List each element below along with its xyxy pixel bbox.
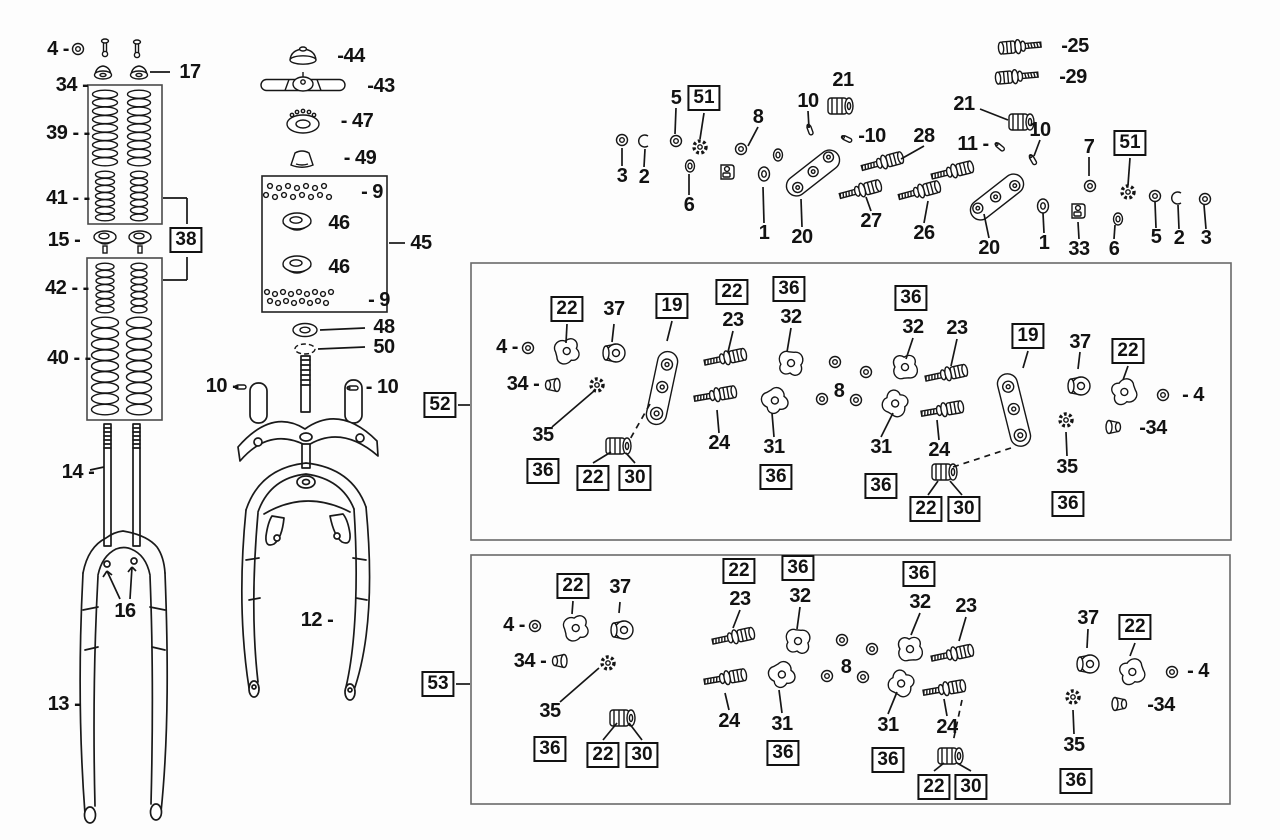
part-glyph-knob (131, 66, 148, 79)
part-glyph-nut (1085, 181, 1096, 192)
part-glyph-washer (1114, 213, 1123, 225)
part-glyph-bolt (711, 626, 756, 649)
part-label-10: 10 - (205, 375, 239, 397)
part-label-33: 33 (1068, 238, 1090, 260)
leader-line (1078, 222, 1079, 239)
boxed-part-label-36: 36 (871, 747, 904, 773)
part-label-4: 4 - (503, 614, 525, 636)
part-label-32: 32 (780, 306, 802, 328)
leader-line (560, 668, 599, 702)
part-label-43: -43 (367, 75, 395, 97)
part-label-11: 11 - (957, 133, 989, 155)
part-glyph-barrel (828, 98, 853, 114)
part-label-31: 31 (877, 714, 899, 736)
leader-line (950, 481, 962, 495)
leader-line (911, 613, 920, 635)
part-label-3: 3 (1200, 227, 1212, 249)
part-label-23: 23 (722, 309, 744, 331)
part-label-45: 45 (410, 232, 432, 254)
part-label-25: -25 (1061, 35, 1089, 57)
part-glyph-nut (851, 395, 862, 406)
part-label-6: 6 (1108, 238, 1120, 260)
part-label-24: 24 (936, 716, 958, 738)
leader-line (318, 347, 365, 349)
leader-line (728, 331, 733, 352)
part-label-15: 15 - (47, 229, 81, 251)
boxed-part-label-36: 36 (526, 458, 559, 484)
part-label-3: 3 (616, 165, 628, 187)
boxed-part-label-36: 36 (772, 276, 805, 302)
part-label-4: 4 - (47, 38, 69, 60)
part-glyph-link19 (645, 350, 680, 427)
part-label-31: 31 (870, 436, 892, 458)
part-label-5: 5 (1150, 226, 1162, 248)
part-label-37: 37 (603, 298, 625, 320)
part-glyph-washerf (759, 167, 770, 181)
part-glyph-nut (822, 671, 833, 682)
part-glyph-link20 (782, 146, 843, 200)
part-glyphs-layer (73, 35, 1211, 764)
leader-line (901, 146, 924, 159)
leader-line (612, 324, 614, 342)
part-label-26: 26 (913, 222, 935, 244)
leader-line (928, 481, 938, 495)
boxed-part-label-19: 19 (655, 293, 688, 319)
leader-line (957, 763, 971, 771)
leader-line (103, 571, 107, 577)
part-label-28: 28 (913, 125, 935, 147)
leader-line-dashed (953, 448, 1011, 467)
part-glyph-balls (268, 299, 329, 306)
part-label-46: 46 (328, 256, 350, 278)
part-label-4: 4 - (496, 336, 518, 358)
part-label-34: -34 (1147, 694, 1175, 716)
part-label-50: 50 (373, 336, 395, 358)
part-glyph-washer (774, 149, 783, 161)
part-label-4: - 4 (1182, 384, 1204, 406)
boxed-part-label-52: 52 (423, 392, 456, 418)
part-glyph-barrel (1009, 114, 1034, 130)
leader-line (924, 201, 928, 223)
leader-line (1128, 158, 1130, 185)
part-glyph-link19 (995, 372, 1032, 449)
part-label-2: 2 (638, 166, 650, 188)
part-glyph-pin (806, 124, 813, 136)
part-glyph-nut (530, 621, 541, 632)
part-label-29: -29 (1059, 66, 1087, 88)
boxed-part-label-36: 36 (533, 736, 566, 762)
part-label-1: 1 (758, 222, 770, 244)
part-glyph-star (591, 379, 603, 391)
part-glyph-plate (897, 636, 923, 661)
boxed-part-label-36: 36 (766, 740, 799, 766)
part-glyph-nut (858, 672, 869, 683)
part-glyph-cone49 (291, 151, 313, 167)
part-glyph-spring (131, 171, 148, 221)
leader-line (572, 601, 573, 614)
leader-line (90, 467, 104, 470)
leader-line (1114, 225, 1115, 239)
leader-line (320, 328, 365, 330)
boxed-part-label-30: 30 (947, 496, 980, 522)
part-label-32: 32 (789, 585, 811, 607)
part-label-24: 24 (718, 710, 740, 732)
boxed-part-label-30: 30 (618, 465, 651, 491)
part-glyph-bigcone (283, 256, 311, 273)
part-glyph-balls (265, 290, 334, 297)
leader-line (866, 197, 871, 211)
leader-line (763, 187, 764, 223)
part-label-39: 39 - - (46, 122, 90, 144)
part-label-4: - 4 (1187, 660, 1209, 682)
part-glyph-nut (830, 357, 841, 368)
part-label-31: 31 (763, 436, 785, 458)
leader-line (130, 567, 132, 599)
part-glyph-circlip (1172, 192, 1181, 204)
part-glyph-plate (885, 667, 917, 699)
part-label-20: 20 (791, 226, 813, 248)
leader-line (733, 610, 740, 628)
boxed-part-label-30: 30 (625, 742, 658, 768)
part-label-49: - 49 (343, 147, 377, 169)
part-glyph-bolt (897, 179, 942, 204)
leader-line (1023, 351, 1028, 368)
part-glyph-spring (96, 263, 114, 313)
part-glyph-cone (546, 379, 561, 392)
boxed-part-label-22: 22 (722, 558, 755, 584)
boxed-part-label-22: 22 (550, 296, 583, 322)
part-label-10: - 10 (365, 376, 399, 398)
part-label-8: 8 (833, 380, 845, 402)
part-glyph-bolt (930, 643, 975, 666)
boxed-part-label-36: 36 (781, 555, 814, 581)
part-label-47: - 47 (340, 110, 374, 132)
part-label-8: 8 (752, 106, 764, 128)
part-glyph-nut (617, 135, 628, 146)
part-glyph-bolt (922, 678, 966, 699)
part-label-31: 31 (771, 713, 793, 735)
part-label-35: 35 (532, 424, 554, 446)
part-glyph-cap (290, 47, 316, 64)
part-label-24: 24 (928, 439, 950, 461)
part-glyph-star (694, 141, 706, 153)
part-glyph-nut (523, 343, 534, 354)
leader-line (1204, 205, 1206, 229)
part-label-17: 17 (179, 61, 201, 83)
part-glyph-bar (261, 72, 345, 91)
leader-line (675, 108, 676, 134)
leader-line (1087, 629, 1088, 648)
part-label-37: 37 (1077, 607, 1099, 629)
right-fork-illustration (238, 356, 378, 700)
part-glyph-nut (671, 136, 682, 147)
part-label-32: 32 (909, 591, 931, 613)
part-glyph-plate (778, 351, 804, 376)
leader-line (700, 113, 704, 139)
part-label-9: - 9 (368, 289, 390, 311)
leader-line (1130, 643, 1135, 656)
boxed-part-label-36: 36 (759, 464, 792, 490)
part-glyph-bolt (995, 68, 1039, 86)
part-label-7: 7 (1083, 136, 1095, 158)
part-glyph-star (602, 657, 614, 669)
leader-line (629, 723, 642, 740)
part-glyph-plate (892, 354, 918, 379)
part-label-10: 10 (1029, 119, 1051, 141)
part-label-41: 41 - - (46, 187, 90, 209)
part-glyph-spring (127, 317, 152, 415)
part-glyph-plate (553, 337, 581, 366)
leader-line (808, 111, 809, 128)
boxed-part-label-22: 22 (1111, 338, 1144, 364)
part-glyph-nut (1167, 667, 1178, 678)
boxed-part-label-22: 22 (917, 774, 950, 800)
part-glyph-link20 (966, 170, 1027, 224)
part-glyph-bolt (920, 399, 964, 420)
part-label-34: 34 - (55, 74, 89, 96)
boxed-part-label-30: 30 (954, 774, 987, 800)
leader-line (107, 571, 120, 599)
part-glyph-plate (562, 614, 590, 643)
part-label-14: 14 - (61, 461, 95, 483)
part-label-2: 2 (1173, 227, 1185, 249)
part-glyph-nut (736, 144, 747, 155)
part-glyph-bigcone (283, 213, 311, 230)
part-glyph-spring (93, 90, 118, 166)
part-label-6: 6 (683, 194, 695, 216)
leader-line (779, 690, 782, 713)
leader-line (1073, 710, 1074, 734)
part-glyph-star (1060, 414, 1072, 426)
part-glyph-bushing (611, 621, 633, 639)
part-label-12: 12 - (300, 609, 334, 631)
part-glyph-plate (1109, 377, 1139, 407)
part-label-9: - 9 (361, 181, 383, 203)
boxed-part-label-22: 22 (576, 465, 609, 491)
part-glyph-spring (96, 171, 115, 221)
part-label-23: 23 (946, 317, 968, 339)
leader-line (593, 452, 611, 463)
part-label-10: 10 (797, 90, 819, 112)
leader-line (644, 149, 645, 167)
leader-line (1178, 205, 1179, 229)
leader-line (619, 602, 620, 613)
leader-line (717, 410, 719, 433)
part-label-27: 27 (860, 210, 882, 232)
boxed-part-label-51: 51 (1113, 130, 1146, 156)
boxed-part-label-38: 38 (169, 227, 202, 253)
part-glyph-vpin (134, 40, 141, 58)
part-label-35: 35 (1056, 456, 1078, 478)
boxed-part-label-51: 51 (687, 85, 720, 111)
part-label-8: 8 (840, 656, 852, 678)
part-label-32: 32 (902, 316, 924, 338)
part-label-40: 40 - - (47, 347, 91, 369)
left-fork-illustration (80, 424, 167, 823)
part-glyph-spring (92, 317, 119, 415)
part-glyph-bolt (860, 150, 905, 175)
leader-line (725, 693, 729, 710)
part-glyph-star (1067, 691, 1079, 703)
leader-line (1123, 366, 1128, 380)
part-label-21: 21 (953, 93, 975, 115)
part-glyph-bushing (1077, 655, 1099, 673)
part-glyph-washer48 (293, 324, 317, 337)
part-label-24: 24 (708, 432, 730, 454)
part-glyph-plate (759, 385, 791, 417)
leader-line (1066, 432, 1067, 456)
leader-line (944, 699, 947, 716)
part-glyph-nut (1150, 191, 1161, 202)
part-label-16: 16 (114, 600, 136, 622)
leader-line (937, 420, 939, 440)
boxed-part-label-36: 36 (1059, 768, 1092, 794)
part-glyph-washer (686, 160, 695, 172)
part-label-37: 37 (1069, 331, 1091, 353)
part-glyph-bolt (930, 159, 975, 183)
part-glyph-washerf (1038, 199, 1049, 213)
part-glyph-spring (128, 90, 151, 166)
part-glyph-plate (785, 629, 811, 654)
boxed-part-label-22: 22 (909, 496, 942, 522)
boxed-part-label-36: 36 (864, 473, 897, 499)
part-glyph-bearing (287, 109, 319, 133)
part-label-5: 5 (670, 87, 682, 109)
part-glyph-plate (1117, 657, 1147, 687)
leader-line (772, 413, 774, 437)
boxed-part-label-36: 36 (894, 285, 927, 311)
boxed-part-label-22: 22 (586, 742, 619, 768)
boxed-part-label-22: 22 (556, 573, 589, 599)
part-glyph-circlip (639, 135, 648, 147)
part-label-34: -34 (1139, 417, 1167, 439)
part-label-10: -10 (858, 125, 886, 147)
part-label-21: 21 (832, 69, 854, 91)
part-label-1: 1 (1038, 232, 1050, 254)
leader-line (787, 328, 791, 352)
part-glyph-star (1122, 186, 1134, 198)
part-glyph-bushing (1068, 377, 1090, 395)
part-glyph-bolt (703, 347, 748, 370)
leader-line (1043, 213, 1044, 233)
part-glyph-nut (817, 394, 828, 405)
leader-line (980, 109, 1008, 120)
part-glyph-block (1072, 204, 1085, 218)
leader-line (797, 607, 800, 629)
leader-line (951, 339, 957, 366)
part-glyph-nut (861, 367, 872, 378)
part-glyph-bolt (693, 384, 737, 405)
part-glyph-nut (1158, 390, 1169, 401)
leader-line (1078, 352, 1080, 369)
leader-line (959, 617, 966, 641)
leader-line (801, 199, 802, 227)
boxed-part-label-53: 53 (421, 671, 454, 697)
part-glyph-bolt (703, 667, 747, 688)
part-glyph-nut (867, 644, 878, 655)
part-glyph-ring50 (295, 344, 315, 354)
leader-line (603, 723, 617, 740)
leader-line (552, 391, 594, 427)
boxed-part-label-19: 19 (1011, 323, 1044, 349)
part-label-23: 23 (729, 588, 751, 610)
part-label-34: 34 - (513, 650, 547, 672)
part-label-48: 48 (373, 316, 395, 338)
boxed-part-label-22: 22 (715, 279, 748, 305)
part-glyph-cone (553, 655, 568, 668)
part-glyph-cone (1112, 698, 1127, 711)
part-glyph-pin (994, 142, 1005, 152)
part-label-37: 37 (609, 576, 631, 598)
part-label-35: 35 (1063, 734, 1085, 756)
boxed-part-label-36: 36 (902, 561, 935, 587)
part-glyph-pin (347, 386, 358, 390)
part-label-13: 13 - (47, 693, 81, 715)
part-label-34: 34 - (506, 373, 540, 395)
part-glyph-pin (1028, 154, 1037, 165)
leader-line (566, 324, 567, 343)
part-glyph-bushing (603, 344, 625, 362)
part-glyph-cone15 (94, 231, 116, 253)
part-glyph-plate (879, 387, 911, 419)
leader-line-dashed (953, 700, 962, 742)
fork-illustrations (80, 356, 378, 823)
part-glyph-bolt (838, 178, 883, 203)
part-glyph-balls (264, 193, 332, 200)
leader-line (881, 413, 893, 437)
part-glyph-nut (1200, 194, 1211, 205)
part-glyph-barrel (610, 710, 635, 726)
leader-line (667, 321, 672, 341)
part-label-23: 23 (955, 595, 977, 617)
leader-line (626, 453, 635, 463)
part-glyph-barrel (606, 438, 631, 454)
part-label-44: -44 (337, 45, 365, 67)
part-glyph-barrel (938, 748, 963, 764)
part-glyph-pin (841, 135, 853, 143)
part-glyph-nut (837, 635, 848, 646)
part-glyph-cone15 (129, 231, 151, 253)
part-glyph-bolt (924, 363, 969, 386)
leader-line (1034, 140, 1040, 156)
part-glyph-vpin (102, 39, 109, 57)
part-glyph-knob (95, 66, 112, 79)
leader-line (888, 692, 897, 714)
boxed-part-label-22: 22 (1118, 614, 1151, 640)
leader-line (748, 127, 758, 146)
part-label-46: 46 (328, 212, 350, 234)
part-label-20: 20 (978, 237, 1000, 259)
part-label-35: 35 (539, 700, 561, 722)
part-glyph-plate (766, 659, 798, 691)
part-glyph-block (721, 165, 734, 179)
part-label-42: 42 - - (45, 277, 89, 299)
leader-line (1155, 202, 1156, 228)
part-glyph-nut (73, 44, 84, 55)
part-glyph-cone (1106, 421, 1121, 434)
part-glyph-bolt (998, 38, 1042, 56)
boxed-part-label-36: 36 (1051, 491, 1084, 517)
part-glyph-balls (268, 184, 327, 191)
part-glyph-spring (131, 263, 147, 313)
part-glyph-pin (235, 385, 246, 389)
